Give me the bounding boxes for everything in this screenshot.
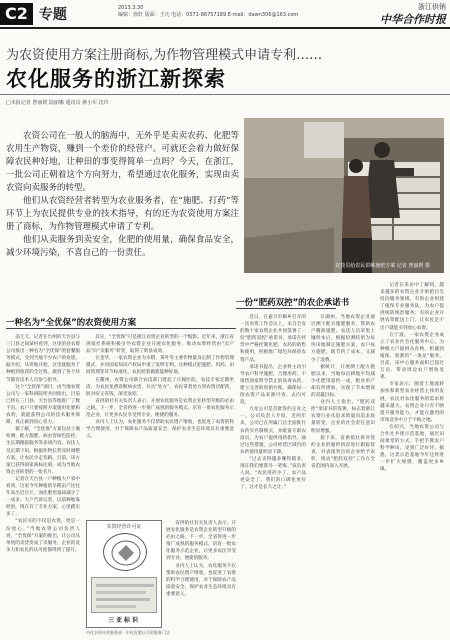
column-paragraph: “过去卖得越多赚得越多，现在我们要算另一笔账。”该负责人说，“农民用药少了，农产品更安全了，我们的口碑也更好了，这才是长久之计。” bbox=[240, 456, 306, 491]
section-rule bbox=[6, 328, 236, 329]
ad-title: 农资经营许可证 bbox=[106, 524, 142, 530]
column-paragraph: 业内人士认为，农化服务不仅帮助农民增产增收，也促进了农资的科学合理使用，对于保障农产品质量安全、保护农业生态环境具有重要意义。 bbox=[86, 420, 234, 440]
page-name: 专题 bbox=[38, 7, 67, 23]
article-byline: □本报记者 曾丽媛 陆丽娜 通讯员 蒋小军 沈玲 bbox=[6, 100, 109, 106]
masthead-meta bbox=[118, 5, 298, 19]
section-rule bbox=[236, 308, 336, 309]
column-paragraph: 在宁波，一家农资企业成立了农业社会化服务中心，为种粮大户提供从育秧、机插到植保、收割的“一条龙”服务。目前，该中心服务面积已超过万亩，带动周边农户增收显著。 bbox=[380, 332, 444, 381]
column-paragraph: 业内人士指出，“肥药双控”承诺书的签署，标志着浙江农资行业从追求销量向追求质量转变，企业的社会责任意识明显增强。 bbox=[311, 400, 375, 434]
lead-paragraph: 他们从卖服务到卖安全，化肥的使用量，确保食品安全，减少环境污染，不喜自己的一份责任。 bbox=[6, 235, 239, 258]
column-paragraph: 九星公司是首批签约企业之一。公司负责人介绍，近两年来，公司已在所属门店全面推行农药实名制购买，并配备专职农技员，为农户提供用药指导。通过这些措施，公司经营区域内的农药使用量明显下降。 bbox=[240, 407, 306, 455]
column-paragraph: 在金华，一家农资企业为水稻、茶叶等主要作物量身定制了作物管理模式，并向国家知识产权局申请了发明专利。这种模式把施肥、用药、田间管理等环节标准化，农民照着做就能种好地。 bbox=[86, 356, 234, 376]
column-paragraph: 承诺书提出，企业将主动引导农户科学施肥、合理用药，不销售国家明令禁止的高毒农药，建立完善的进销台账，确保每一批农资产品来源可查、去向可追。 bbox=[240, 364, 306, 406]
ad-footer: 三亚标识 bbox=[107, 617, 140, 624]
column-paragraph: 在绍兴，当地农资公司与合作社共建示范基地，通过田间课堂的方式，手把手教农户科学种田，受到广泛好评。据悉，这类示范基地今年还将进一步扩大规模，覆盖更多乡镇。 bbox=[380, 424, 444, 473]
seal-icon bbox=[103, 533, 147, 571]
column-paragraph: “农民买的不仅是农资，更是一份放心。”当地农资公司负责人说，“全优保”方案的推出，让公司从单纯的卖货变成了卖服务，企业的竞争力和农民的认可度都得到了提升。 bbox=[6, 519, 80, 553]
column-paragraph: 接下来，省供销社将对签约企业的履约情况进行跟踪督查，对表现突出的企业给予表彰，推动“肥药双控”工作在全省范围内深入开展。 bbox=[311, 435, 375, 469]
column-paragraph: 近日，在嘉兴市桐乡召开的一次农资工作会议上，来自全省的数十家农资企业共同签署了一份“肥药双控”承诺书，承诺在经营中严格控制化肥、农药的销售和使用，积极推广绿色环保的农资产品。 bbox=[240, 315, 306, 363]
column-paragraph: 据了解，“全优保”方案包括土壤检测、配方施肥、病虫害绿色防控、生长期跟踪服务等多项内容。农技人员定期下田，根据作物长势及时调整方案，让农民少走弯路。目前，该方案已获得国家商标注册，成为当地农资企业转型的一张名片。 bbox=[6, 427, 80, 475]
newspaper-logo: 中华合作时报 bbox=[380, 13, 446, 26]
masthead-divider bbox=[0, 27, 450, 29]
article-column-2b bbox=[166, 520, 236, 634]
article-column-1 bbox=[6, 334, 80, 634]
column-paragraph: 省供销社有关负责人表示，开展农化服务是农资企业转型升级的必由之路。下一步，全省将进一步推广成熟的服务模式，培育一批农化服务示范企业，让更多农民享受到专业、便捷的服务。 bbox=[86, 398, 234, 419]
certificate-image bbox=[91, 577, 157, 613]
photo-illustration bbox=[244, 118, 444, 273]
page-code: C2 bbox=[0, 3, 33, 25]
lead-paragraph: 农资公司在一般人的脑海中，无外乎是卖卖农药、化肥等农用生产物资，赚到一个差价的经营户。可就还会着力做好保障农民种好地，让种田的事变得简单一点吗？今天，在浙江，一批公司正朝着这个方向努力，希望通过农化服务，实现由卖农资向卖服务的转型。 bbox=[6, 131, 239, 193]
article-column-2 bbox=[86, 334, 234, 516]
masthead-contact: 编辑：徐轩 版面：王凡 电话：0571-86757189 E-mail：dawn306@163.com bbox=[118, 12, 299, 18]
headline-divider bbox=[0, 94, 450, 95]
column-paragraph: 在湖州，当地农资企业通过测土配方施肥服务，帮助农户精准施肥。农技人员采集土壤样本后，根据检测结果为每块田地制定施肥方案，农户按方施肥，既节约了成本，又减少了浪费。 bbox=[311, 315, 375, 363]
column-paragraph: 记者在天台县一户种粮大户家中看到，这家今年种植的早稻亩产比往年高出近百斤，而化肥用量却减少了一成多。大户告诉记者，以前种地靠经验，现在有了专业方案，心里踏实多了。 bbox=[6, 476, 80, 518]
column-paragraph: 这个“全优保”项目，由当地农资公司与一家科研院所共同推出，目前已经在三门县、天台县等地推广了数千亩。农户只要按照方案施用化肥和农药，就能获得公司的技术服务保障，真正做到省心省力。 bbox=[6, 384, 80, 426]
column-paragraph: 记者在采访中了解到，越来越多的农资企业开始把目光投向服务领域。有的企业组建了植保专业服务队，为农户提供统防统治服务；有的企业开展农资配送上门，让农民足不出户就能买到放心农资。 bbox=[380, 283, 444, 331]
lead-paragraph: 他们从农资经营者转型为农业服务者，在“施肥、打药”等环节上为农民提供专业的技术指导，有的还为农资使用方案注册了商标，为作物管理模式申请了专利。 bbox=[6, 196, 239, 232]
photo-caption: 农技员给农民讲解施肥方案 记者 曾丽媛 摄 bbox=[335, 263, 430, 269]
column-paragraph: 在衢州，农资公司联合农技部门建起了庄稼医院，农技专家定期坐诊，为农民免费诊断病虫害、开具“处方”。农民拿着处方到农资店配药，既对症又省钱，深受欢迎。 bbox=[86, 377, 234, 397]
section-head-commitment: 一份“肥药双控”的农企承诺书 bbox=[236, 298, 350, 308]
column-paragraph: 前几天，记者在台州的天台县与三门县之间某村看到，这里的县农资公司推出一种名为“全优保”的套餐服务模式，受到当地不少农户的欢迎。据介绍，从用地开始，这里就服务于种植到收获的全过程，做到了各个环节都有技术人员参与指导。 bbox=[6, 335, 80, 383]
article-headline: 农化服务的浙江新探索 bbox=[6, 67, 226, 91]
page-tag bbox=[0, 3, 67, 25]
news-photo bbox=[244, 118, 444, 273]
article-lead bbox=[6, 130, 239, 260]
certificate-ad bbox=[86, 520, 162, 628]
column-paragraph: 专家表示，随着土地流转加快和新型农业经营主体的发展，农民对农化服务的需求将越来越大。农资企业只有不断提升服务能力，才能在激烈的市场竞争中立于不败之地。 bbox=[380, 382, 444, 423]
section-head-quanyoubao: 一种名为“全优保”的农资使用方案 bbox=[6, 318, 137, 328]
masthead bbox=[0, 0, 450, 34]
certificate-graphic bbox=[92, 578, 158, 614]
article-column-5 bbox=[380, 282, 444, 634]
ad-note: 中化农资经营服务部 · 中化化肥认可的服务门店 bbox=[86, 630, 170, 635]
column-paragraph: 其实，“全优保”只是浙江农资企业转型的一个缩影。近年来，浙江省供销社系统积极引导农资企业开展农化服务，推动农资经营由“卖产品”向“卖服务”转变，取得了明显成效。 bbox=[86, 335, 234, 355]
masthead-date: 2013.3.30 bbox=[118, 5, 144, 11]
article-column-4 bbox=[311, 314, 375, 634]
seal-graphic bbox=[104, 534, 148, 572]
column-paragraph: 据统计，开展测土配方施肥以来，当地每亩耕地平均减少化肥用量约一成，粮食单产却有所增加，实现了节本增效的双赢目标。 bbox=[311, 364, 375, 399]
article-column-3 bbox=[240, 314, 306, 634]
column-paragraph: 业内人士认为，农化服务不仅帮助农民增产增收，也促进了农资的科学合理使用，对于保障农产品质量安全、保护农业生态环境具有重要意义。 bbox=[166, 563, 236, 597]
column-paragraph: 省供销社有关负责人表示，开展农化服务是农资企业转型升级的必由之路。下一步，全省将进一步推广成熟的服务模式，培育一批农化服务示范企业，让更多农民享受到专业、便捷的服务。 bbox=[166, 521, 236, 562]
article-subhead: 为农资使用方案注册商标,为作物管理模式申请专利…… bbox=[6, 48, 323, 63]
masthead-region: 浙江供销 bbox=[418, 3, 446, 11]
